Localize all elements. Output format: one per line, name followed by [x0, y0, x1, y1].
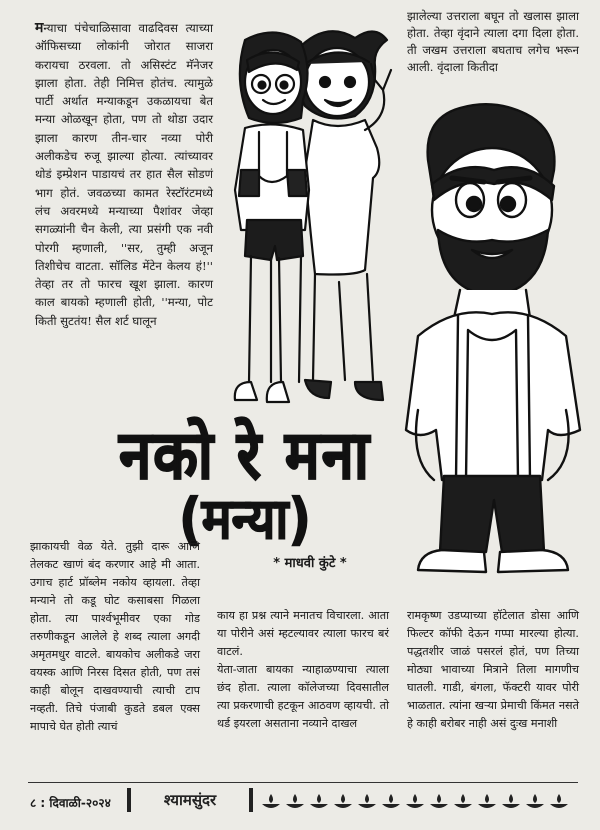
article-column-bottom-left — [30, 538, 200, 736]
diya-lamp-icon — [478, 794, 496, 808]
article-text-top-right: झालेल्या उत्तराला बघून तो खलास झाला होता. तेव्हा वृंदाने त्याला दगा दिला होता. ती जखम उत्तराला बघताच लगेच भरून आली. वृंदाला कितीदा — [407, 9, 579, 74]
article-title: नको रे मना — [119, 415, 371, 495]
woman-cartoon — [235, 32, 309, 402]
woman-waving-cartoon — [296, 31, 391, 400]
footer-divider — [28, 782, 578, 783]
article-text-bottom-right: रामकृष्ण उडप्याच्या हॉटेलात डोसा आणि फिल्टर कॉफी देऊन गप्पा मारल्या होत्या. पद्धतशीर जाळं पसरलं होतं, पण तिच्या मोठ्या भावाच्या मित्राने तिला मागणीच घातली. गाडी, बंगला, फॅक्टरी यावर पोरी भाळतात. त्यांना खऱ्या प्रेमाची किंमत नसते हे काही बरोबर नाही असं दुःख मनाशी — [407, 609, 579, 730]
article-text-bottom-left: झाकायची वेळ येते. तुझी दारू आणि तेलकट खाणं बंद करणार आहे मी आता. उगाच हार्ट प्रॉब्लेम नकोय व्हायला. तेव्हा मन्याने तो कडू घोट कसाबसा गिळला होता. त्या पार्श्वभूमीवर एका गोड तरुणीकडून आलेले हे शब्द त्याला अगदी अमृतमधुर वाटले. बायकोच अलीकडे जरा वयस्क आणि निरस दिसत होती, पण तसं काही बोलून दाखवण्याची त्याची टाप नव्हती. तिचे पंजाबी कुडते डबल एक्स मापाचे घेत होती त्याचं — [30, 540, 200, 733]
footer-brand-logo: श्यामसुंदर — [127, 788, 253, 812]
diya-lamp-icon — [286, 794, 304, 808]
diya-lamp-icon — [334, 794, 352, 808]
article-column-top-left — [35, 19, 213, 330]
drop-cap: म — [35, 20, 44, 36]
article-subtitle: (मन्या) — [178, 486, 312, 552]
diya-lamp-icon — [382, 794, 400, 808]
women-cartoon-illustration — [205, 20, 405, 420]
diya-lamp-icon — [358, 794, 376, 808]
author-byline: * माधवी कुंटे * — [273, 556, 347, 571]
diya-lamp-icon — [454, 794, 472, 808]
diya-lamp-icon — [550, 794, 568, 808]
article-column-bottom-middle — [217, 607, 389, 733]
diya-lamp-icon — [502, 794, 520, 808]
article-column-top-right — [407, 8, 579, 76]
article-title-block — [80, 415, 410, 552]
diya-lamp-icon — [526, 794, 544, 808]
diya-lamp-row — [258, 792, 578, 812]
diya-lamp-icon — [310, 794, 328, 808]
bearded-man-cartoon — [398, 100, 588, 590]
footer-page-info: ८ : दिवाळी-२०२४ — [30, 796, 111, 810]
diya-lamp-icon — [406, 794, 424, 808]
article-text-bottom-middle: काय हा प्रश्न त्याने मनातच विचारला. आता या पोरीने असं म्हटल्यावर त्याला फारच बरं वाटलं. येता-जाता बायका न्याहाळण्याचा त्याला छंद होता. त्याला कॉलेजच्या दिवसातील त्या प्रकरणाची हटकून आठवण व्हायची. तो थर्ड इयरला असताना नव्याने दाखल — [217, 609, 389, 730]
diya-lamp-icon — [430, 794, 448, 808]
diya-lamp-icon — [262, 794, 280, 808]
article-column-bottom-right — [407, 607, 579, 733]
article-text-top-left: न्याचा पंचेचाळिसावा वाढदिवस त्याच्या ऑफिसच्या लोकांनी जोरात साजरा करायचा ठरवला. तो असिस्टंट मॅनेजर झाला होता. तेही निमित्त होतंच. त्यामुळे पार्टी अर्थात मन्याकडून उकळायचा बेत मन्या ओळखून होता, पण तो थोडा उदार झाला कारण तीन-चार नव्या पोरी अलीकडेच रुजू झाल्या होत्या. त्यांच्यावर थोडं इम्प्रेशन पाडायचं तर हात सैल सोडणं भाग होतं. जवळच्या कामत रेस्टॉरंटमध्ये लंच अवरमध्ये मन्याच्या पैशांवर जेव्हा सगळ्यांनी चैन केली, त्या प्रसंगी एक नवी पोरगी म्हणाली, ''सर, तुम्ही अजून तिशीचेच वाटता. सॉलिड मेंटेन केलय हं!'' तेव्हा तर तो फारच खूश झाला. कारण काल बायको म्हणाली होती, ''मन्या, पोट किती सुटतंय! सैल शर्ट घालून — [35, 21, 213, 328]
